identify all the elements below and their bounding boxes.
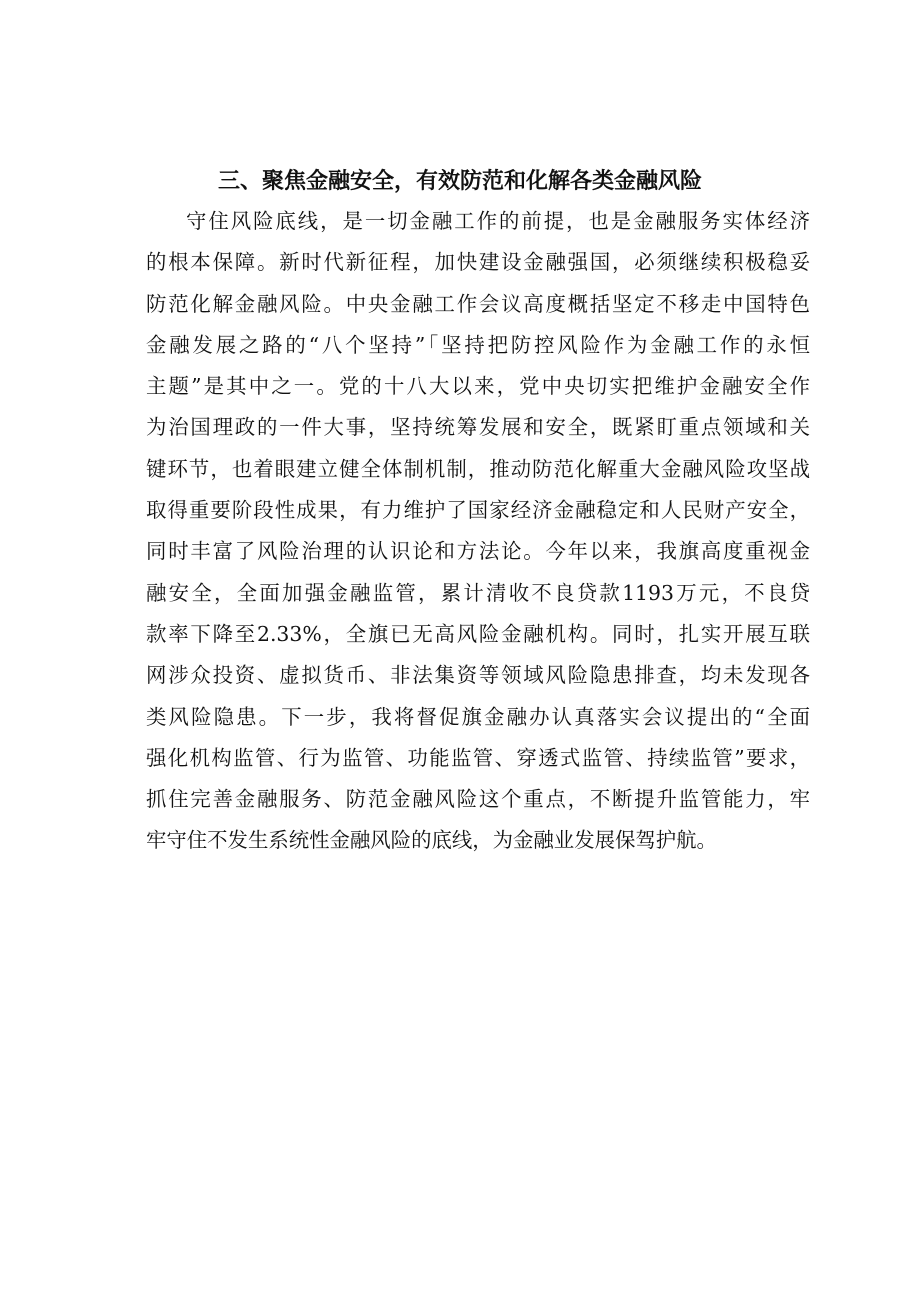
paragraph-line: 的根本保障。新时代新征程，加快建设金融强国，必须继续积极稳妥: [146, 250, 810, 275]
paragraph-line: 款率下降至2.33%，全旗已无高风险金融机构。同时，扎实开展互联: [146, 621, 810, 646]
paragraph-line: 网涉众投资、虚拟货币、非法集资等领域风险隐患排查，均未发现各: [146, 663, 810, 688]
paragraph-line: 融安全，全面加强金融监管，累计清收不良贷款1193万元，不良贷: [146, 580, 810, 605]
paragraph-line: 牢守住不发生系统性金融风险的底线，为金融业发展保驾护航。: [146, 828, 717, 853]
section-heading: 三、聚焦金融安全，有效防范和化解各类金融风险: [217, 169, 702, 194]
paragraph-line: 金融发展之路的“八个坚持”「坚持把防控风险作为金融工作的永恒: [146, 332, 810, 357]
paragraph-line: 抓住完善金融服务、防范金融风险这个重点，不断提升监管能力，牢: [146, 787, 810, 812]
paragraph-line: 取得重要阶段性成果，有力维护了国家经济金融稳定和人民财产安全，: [146, 498, 810, 523]
paragraph-line: 防范化解金融风险。中央金融工作会议高度概括坚定不移走中国特色: [146, 291, 810, 316]
paragraph-line: 为治国理政的一件大事，坚持统筹发展和安全，既紧盯重点领域和关: [146, 415, 810, 440]
paragraph-line: 守住风险底线，是一切金融工作的前提，也是金融服务实体经济: [186, 209, 810, 233]
paragraph-line: 强化机构监管、行为监管、功能监管、穿透式监管、持续监管”要求，: [146, 745, 810, 770]
paragraph-line: 主题”是其中之一。党的十八大以来，党中央切实把维护金融安全作: [146, 374, 810, 399]
paragraph-line: 类风险隐患。下一步，我将督促旗金融办认真落实会议提出的“全面: [146, 704, 810, 729]
body-paragraph: [146, 201, 810, 862]
paragraph-line: 键环节，也着眼建立健全体制机制，推动防范化解重大金融风险攻坚战: [146, 456, 810, 481]
paragraph-line: 同时丰富了风险治理的认识论和方法论。今年以来，我旗高度重视金: [146, 539, 810, 564]
